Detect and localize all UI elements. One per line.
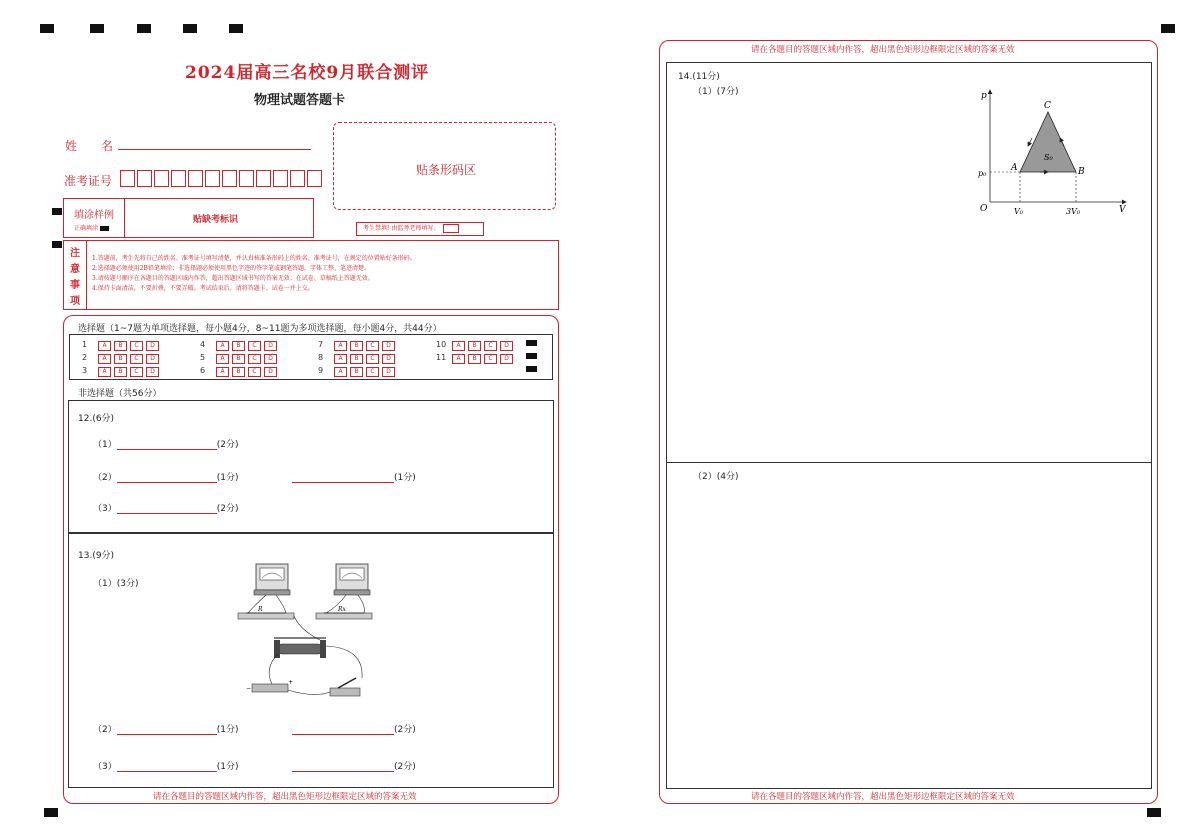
q13-part1-label: （1）(3分) <box>93 579 139 589</box>
option-bubble[interactable]: D <box>264 354 277 364</box>
point-a-label: A <box>1011 163 1018 173</box>
q14-title: 14.(11分) <box>678 72 720 82</box>
choice-question <box>318 366 398 377</box>
q13-part3-label: （3） <box>93 762 117 772</box>
v0-label: V₀ <box>1014 207 1023 216</box>
choice-title: 选择题（1~7题为单项选择题，每小题4分，8~11题为多项选择题，每小题4分，共44分） <box>78 324 442 334</box>
choice-question <box>318 340 398 351</box>
notice-label-4: 项 <box>70 296 80 307</box>
battery-icon <box>246 679 293 692</box>
name-label: 姓 名 <box>65 139 114 153</box>
option-bubble[interactable]: B <box>114 341 127 351</box>
q12-part3-score: (2分) <box>216 504 239 514</box>
origin-label: O <box>980 204 988 214</box>
q13-part3-blank-2[interactable] <box>292 771 394 772</box>
q12-part1-score: (2分) <box>216 440 239 450</box>
option-bubble[interactable]: B <box>232 341 245 351</box>
option-bubble[interactable]: C <box>130 354 143 364</box>
option-bubble[interactable]: C <box>484 354 497 364</box>
option-bubble[interactable]: C <box>130 367 143 377</box>
left-footer-note: 请在各题目的答题区域内作答，超出黑色矩形边框限定区域的答案无效 <box>153 792 417 802</box>
area-label: S₀ <box>1044 153 1053 162</box>
option-bubble[interactable]: D <box>382 354 395 364</box>
q13-part3-blank-1[interactable] <box>117 771 217 772</box>
option-bubble[interactable]: B <box>468 341 481 351</box>
q13-part2-blank-2[interactable] <box>292 734 394 735</box>
barcode-area <box>333 122 556 210</box>
question-number: 10 <box>436 340 447 349</box>
notice-box <box>63 240 559 310</box>
notice-label-3: 事 <box>70 280 80 291</box>
q12-part2-blank-1[interactable] <box>117 482 217 483</box>
notice-line-2: 2.选择题必须使用2B铅笔填涂；非选择题必须使用黑色字迹的签字笔或钢笔答题，字体工整、笔迹清楚。 <box>92 265 370 272</box>
q12-part1-blank[interactable] <box>117 449 217 450</box>
question-number: 5 <box>200 353 206 362</box>
fill-correct-label: 正确填涂 <box>74 225 99 232</box>
q13-part3-score-2: (2分) <box>394 762 416 772</box>
name-field[interactable] <box>118 148 311 150</box>
barcode-label: 贴条形码区 <box>416 163 477 177</box>
ammeter-icon <box>254 564 290 595</box>
choice-question <box>200 340 280 351</box>
timing-mark <box>44 808 58 817</box>
choice-question <box>436 340 516 351</box>
option-bubble[interactable]: C <box>130 341 143 351</box>
q12-part3-blank[interactable] <box>117 513 217 514</box>
q12-part2-label: （2） <box>93 473 117 483</box>
option-bubble[interactable]: D <box>264 341 277 351</box>
exam-id-label: 准考证号 <box>64 174 113 188</box>
filled-sample <box>100 226 109 231</box>
notice-label-1: 注 <box>70 248 80 259</box>
option-bubble[interactable]: D <box>146 367 159 377</box>
option-bubble[interactable]: C <box>366 367 379 377</box>
resistor-r-label: R <box>258 606 263 613</box>
option-bubble[interactable]: D <box>382 367 395 377</box>
fill-example-box <box>63 198 314 238</box>
q13-part2-score-2: (2分) <box>394 725 416 735</box>
point-b-label: B <box>1078 167 1085 177</box>
option-bubble[interactable]: B <box>350 354 363 364</box>
choice-question <box>200 366 280 377</box>
rheostat-icon <box>274 638 326 658</box>
svg-text:+: + <box>288 679 294 686</box>
resistor-rx-label: Rx <box>338 606 346 613</box>
option-bubble[interactable]: A <box>98 341 111 351</box>
timing-mark <box>526 353 537 359</box>
option-bubble[interactable]: A <box>216 354 229 364</box>
option-bubble[interactable]: A <box>334 341 347 351</box>
fill-example-label: 填涂样例 <box>74 210 114 221</box>
option-bubble[interactable]: B <box>114 367 127 377</box>
nonchoice-title: 非选择题（共56分） <box>78 389 162 399</box>
notice-line-4: 4.保持卡面清洁，不要折叠，不要弄破。考试结束后，请将答题卡、试卷一并上交。 <box>92 285 314 292</box>
exam-title: 2024届高三名校9月联合测评 <box>185 63 430 83</box>
exam-id-boxes[interactable] <box>120 170 324 187</box>
choice-question <box>82 340 162 351</box>
timing-mark <box>526 340 537 346</box>
switch-icon <box>330 678 360 696</box>
timing-mark <box>526 366 537 372</box>
q13-title: 13.(9分) <box>78 551 115 561</box>
q14-part1-label: （1）(7分) <box>693 87 739 97</box>
q12-part2-blank-2[interactable] <box>292 482 394 483</box>
option-bubble[interactable]: C <box>248 341 261 351</box>
option-bubble[interactable]: A <box>452 341 465 351</box>
q12-title: 12.(6分) <box>78 414 115 424</box>
option-bubble[interactable]: B <box>114 354 127 364</box>
notice-line-3: 3.请按题号顺序在各题目的答题区域内作答，超出答题区域书写的答案无效；在试卷、草稿纸上答题无效。 <box>92 275 374 282</box>
absent-checkbox[interactable] <box>443 224 459 233</box>
question-number: 11 <box>436 353 447 362</box>
q12-part1-label: （1） <box>93 440 117 450</box>
option-bubble[interactable]: D <box>146 354 159 364</box>
notice-line-1: 1.答题前，考生先将自己的姓名、准考证号填写清楚，并认真核准条形码上的姓名、准考证号，在规定的位置贴好条形码。 <box>92 255 416 262</box>
pv-diagram <box>976 86 1136 220</box>
question-number: 1 <box>82 340 88 349</box>
option-bubble[interactable]: A <box>334 354 347 364</box>
question-number: 7 <box>318 340 324 349</box>
sheet-subtitle: 物理试题答题卡 <box>254 93 346 108</box>
option-bubble[interactable]: C <box>366 341 379 351</box>
choice-question <box>200 353 280 364</box>
axis-v-label: V <box>1119 205 1126 215</box>
q13-part2-label: （2） <box>93 725 117 735</box>
cycle-triangle <box>1020 112 1076 172</box>
absent-note-box <box>356 222 484 236</box>
choice-question <box>82 353 162 364</box>
timing-mark <box>1161 24 1175 33</box>
choice-question <box>318 353 398 364</box>
v3-label: 3V₀ <box>1066 207 1081 216</box>
p0-label: p₀ <box>978 169 987 178</box>
question-number: 2 <box>82 353 88 362</box>
timing-mark <box>52 208 62 215</box>
timing-mark <box>137 24 151 33</box>
option-bubble[interactable]: D <box>382 341 395 351</box>
question-number: 8 <box>318 353 324 362</box>
timing-mark <box>40 24 54 33</box>
option-bubble[interactable]: C <box>248 367 261 377</box>
question-number: 6 <box>200 366 206 375</box>
right-header-note: 请在各题目的答题区域内作答，超出黑色矩形边框限定区域的答案无效 <box>751 45 1015 55</box>
notice-label-2: 意 <box>70 264 80 275</box>
circuit-figure <box>234 558 384 704</box>
question-number: 4 <box>200 340 206 349</box>
timing-mark <box>183 24 197 33</box>
q12-part2-score-2: (1分) <box>394 473 416 483</box>
point-c-label: C <box>1044 101 1051 111</box>
choice-question <box>436 353 516 364</box>
svg-text:−: − <box>246 685 252 692</box>
option-bubble[interactable]: A <box>452 354 465 364</box>
timing-mark <box>90 24 104 33</box>
q12-part3-label: （3） <box>93 504 117 514</box>
absent-note: 考生禁填! 由监考老师填写。 <box>363 225 440 232</box>
option-bubble[interactable]: A <box>216 341 229 351</box>
option-bubble[interactable]: B <box>232 354 245 364</box>
option-bubble[interactable]: D <box>264 367 277 377</box>
option-bubble[interactable]: C <box>248 354 261 364</box>
axis-p-label: p <box>981 91 987 101</box>
q13-part2-score-1: (1分) <box>216 725 239 735</box>
option-bubble[interactable]: C <box>484 341 497 351</box>
option-bubble[interactable]: C <box>366 354 379 364</box>
option-bubble[interactable]: A <box>98 354 111 364</box>
right-footer-note: 请在各题目的答题区域内作答，超出黑色矩形边框限定区域的答案无效 <box>751 792 1015 802</box>
q14-divider <box>666 462 1151 463</box>
option-bubble[interactable]: B <box>350 341 363 351</box>
option-bubble[interactable]: B <box>350 367 363 377</box>
absent-sticker-label: 贴缺考标识 <box>193 215 239 225</box>
question-number: 3 <box>82 366 88 375</box>
choice-question <box>82 366 162 377</box>
q13-part2-blank-1[interactable] <box>117 734 217 735</box>
option-bubble[interactable]: B <box>232 367 245 377</box>
question-number: 9 <box>318 366 324 375</box>
option-bubble[interactable]: A <box>98 367 111 377</box>
option-bubble[interactable]: D <box>500 354 513 364</box>
q14-part2-label: （2）(4分) <box>693 472 739 482</box>
option-bubble[interactable]: B <box>468 354 481 364</box>
timing-mark <box>1147 808 1161 817</box>
voltmeter-icon <box>334 564 370 595</box>
option-bubble[interactable]: D <box>500 341 513 351</box>
option-bubble[interactable]: A <box>334 367 347 377</box>
timing-mark <box>52 241 62 248</box>
q12-part2-score-1: (1分) <box>216 473 239 483</box>
q13-part3-score-1: (1分) <box>216 762 239 772</box>
option-bubble[interactable]: D <box>146 341 159 351</box>
timing-mark <box>229 24 243 33</box>
option-bubble[interactable]: A <box>216 367 229 377</box>
